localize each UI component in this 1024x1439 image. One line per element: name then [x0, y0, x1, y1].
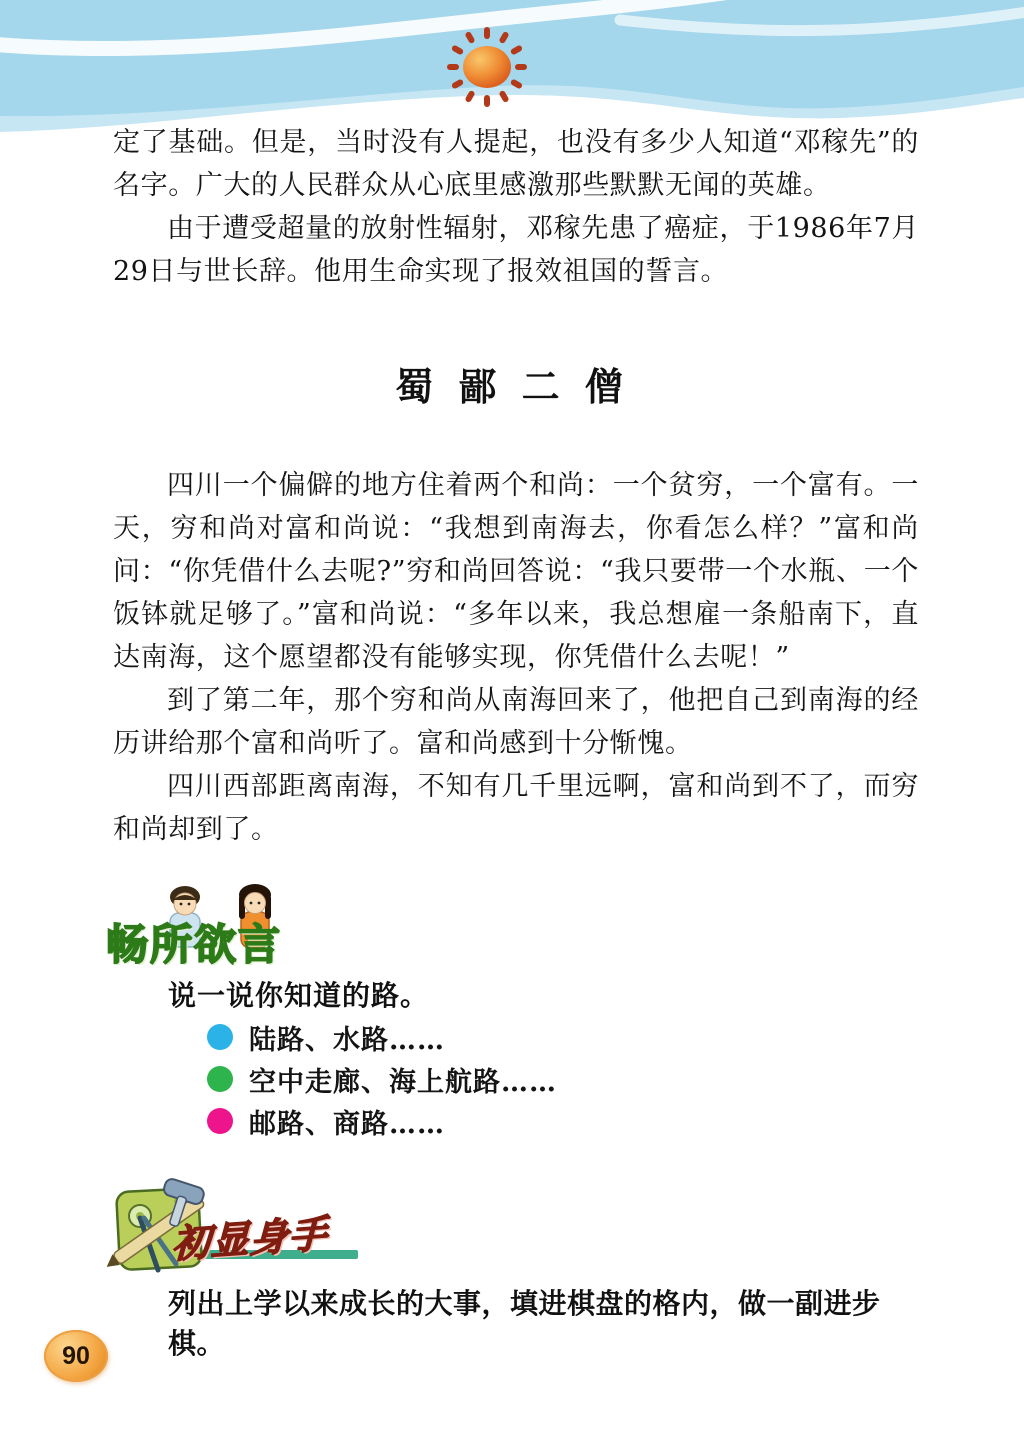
- story-text-block: [113, 464, 919, 851]
- story-paragraph-2: 到了第二年，那个穷和尚从南海回来了，他把自己到南海的经历讲给那个富和尚听了。富和尚感到十分惭愧。: [113, 685, 919, 759]
- list-item-label: 邮路、商路……: [249, 1108, 445, 1140]
- show-skills-logo-text: 初显身手: [171, 1213, 329, 1267]
- list-item-label: 陆路、水路……: [249, 1024, 445, 1056]
- bullet-dot-blue-icon: [207, 1024, 233, 1050]
- discussion-prompt: 说一说你知道的路。: [168, 980, 430, 1011]
- list-item: [207, 1100, 557, 1142]
- lesson-title: 蜀 鄙 二 僧: [395, 364, 629, 409]
- route-list: [207, 1016, 557, 1142]
- page-number-badge: [44, 1330, 108, 1382]
- list-item-label: 空中走廊、海上航路……: [249, 1066, 557, 1098]
- paragraph-deng-2: 由于遭受超量的放射性辐射，邓稼先患了癌症，于1986年7月29日与世长辞。他用生命实现了报效祖国的誓言。: [113, 213, 919, 287]
- activity-task-text: 列出上学以来成长的大事，填进棋盘的格内，做一副进步棋。: [168, 1288, 881, 1359]
- intro-text-block: [113, 121, 919, 293]
- speak-freely-section-logo: [100, 880, 320, 985]
- page-number: 90: [62, 1341, 90, 1370]
- paragraph-deng-1: 定了基础。但是，当时没有人提起，也没有多少人知道“邓稼先”的名字。广大的人民群众从心底里感激那些默默无闻的英雄。: [113, 127, 919, 201]
- list-item: [207, 1016, 557, 1058]
- list-item: [207, 1058, 557, 1100]
- show-skills-section-logo: [100, 1178, 390, 1290]
- bullet-dot-green-icon: [207, 1066, 233, 1092]
- speak-freely-logo-text: 畅所欲言: [106, 921, 283, 968]
- story-paragraph-3: 四川西部距离南海，不知有几千里远啊，富和尚到不了，而穷和尚却到了。: [113, 771, 919, 845]
- bullet-dot-magenta-icon: [207, 1108, 233, 1134]
- story-paragraph-1: 四川一个偏僻的地方住着两个和尚：一个贫穷，一个富有。一天，穷和尚对富和尚说：“我想到南海去，你看怎么样？”富和尚问：“你凭借什么去呢?”穷和尚回答说：“我只要带一个水瓶、一个饭钵就足够了。”富和尚说：“多年以来，我总想雇一条船南下，直达南海，这个愿望都没有能够实现，你凭借什么去呢！”: [113, 470, 919, 673]
